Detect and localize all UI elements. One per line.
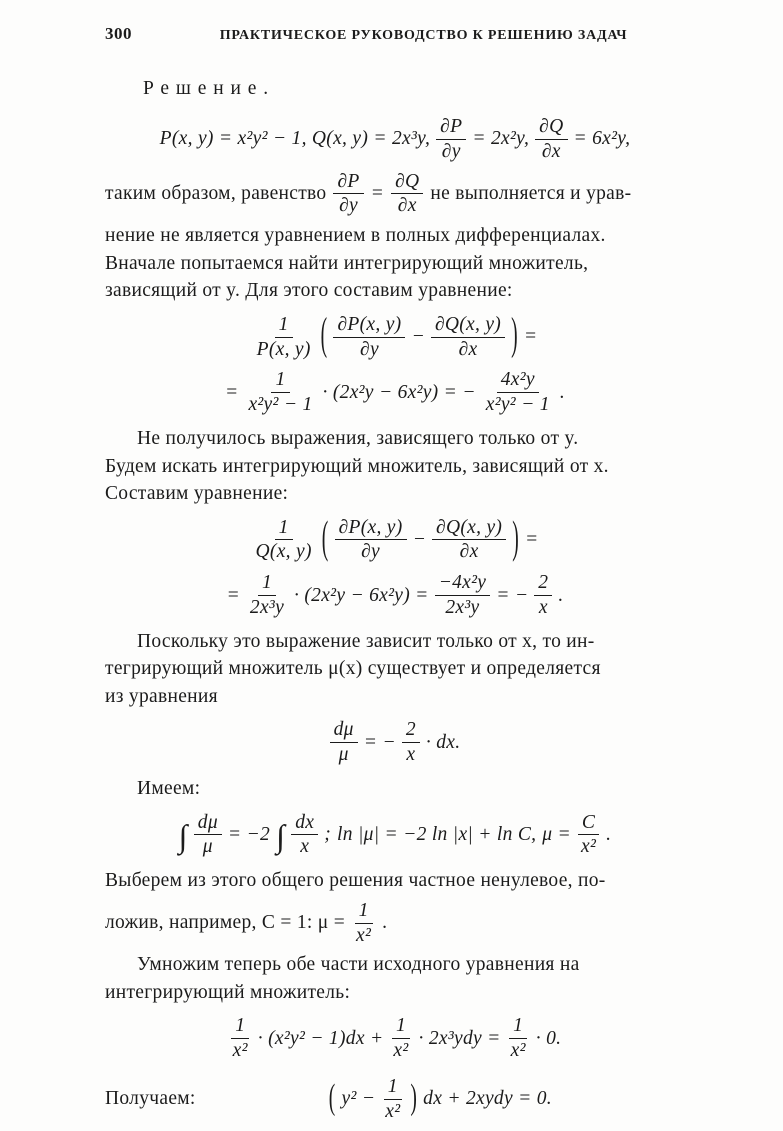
text-line: Умножим теперь обе части исходного уравнения на [137, 954, 580, 976]
numerator: ∂P(x, y) [333, 314, 405, 338]
denominator: x [538, 597, 548, 619]
denominator: x²y² − 1 [485, 394, 550, 416]
denominator: ∂y [441, 140, 461, 162]
text-line: Будем искать интегрирующий множитель, зависящий от x. [105, 455, 609, 477]
equation-mu-of-y [105, 311, 685, 416]
paragraph-mu-exists [105, 628, 685, 711]
text-line: нение не является уравнением в полных дифференциалах. [105, 225, 606, 247]
text-line: зависящий от y. Для этого составим уравнение: [105, 280, 513, 302]
equation-definitions [105, 116, 685, 163]
equation-row [105, 369, 685, 416]
math-fragment: y² − [341, 1088, 376, 1110]
numerator: ∂Q [535, 116, 567, 140]
text-line-imeem: Имеем: [137, 778, 201, 800]
paragraph-multiply [105, 951, 685, 1006]
math-fragment: = − [496, 584, 529, 606]
fraction-C-over-x2 [577, 812, 600, 859]
period: . [559, 381, 565, 403]
equals-sign: = [370, 182, 385, 204]
period: . [558, 584, 564, 606]
integral-sign: ∫ [276, 817, 286, 854]
page-number: 300 [105, 24, 132, 43]
math-fragment: = −2 [227, 823, 271, 845]
equals-sign: = [226, 584, 240, 606]
equation-row [105, 572, 685, 619]
numerator: ∂P [436, 116, 466, 140]
numerator: ∂P(x, y) [335, 517, 407, 541]
equation-final [196, 1076, 685, 1123]
text-line-with-math [105, 169, 685, 220]
equals-sign: = [224, 381, 239, 403]
numerator: C [578, 812, 599, 836]
fraction-dQxy-dx [431, 314, 505, 361]
fraction-dmu-over-mu [330, 719, 358, 766]
fraction-dQ-dx [391, 171, 423, 218]
fraction-1-over-P [253, 314, 315, 361]
denominator: x [300, 836, 310, 858]
numerator: ∂Q(x, y) [431, 314, 505, 338]
integral-sign: ∫ [178, 817, 188, 854]
text-line: Не получилось выражения, зависящего только от y. [137, 428, 579, 450]
numerator: ∂P [333, 171, 363, 195]
text-line: Поскольку это выражение зависит только от x, то ин- [137, 630, 595, 652]
fraction-1-over-x2 [381, 1076, 404, 1123]
final-result-row [105, 1076, 685, 1123]
text-line: Выберем из этого общего решения частное ненулевое, по- [105, 870, 606, 892]
numerator: ∂Q [391, 171, 423, 195]
math-fragment: = 2x²y, [472, 128, 530, 150]
denominator: x² [385, 1100, 401, 1122]
equation-row [105, 311, 685, 361]
denominator: 2x³y [445, 597, 480, 619]
denominator: ∂x [397, 195, 417, 217]
right-paren: ) [410, 1079, 418, 1118]
equation-multiplied [105, 1015, 685, 1062]
denominator: ∂y [361, 541, 381, 563]
running-title: ПРАКТИЧЕСКОЕ РУКОВОДСТВО К РЕШЕНИЮ ЗАДАЧ [219, 28, 628, 43]
math-fragment: · 2x³ydy = [418, 1027, 501, 1049]
numerator: dμ [330, 719, 358, 743]
math-fragment: μ = [542, 823, 572, 845]
fraction-1-over-2x3y [246, 572, 288, 619]
fraction-dPxy-dy [335, 517, 407, 564]
fraction-1-over-x2 [229, 1015, 252, 1062]
minus-sign: − [411, 326, 425, 348]
fraction-2-over-x [534, 572, 552, 619]
text-poluchaem: Получаем: [105, 1088, 196, 1110]
numerator: 2 [402, 719, 420, 743]
denominator: ∂x [541, 140, 561, 162]
fraction-dP-dy [333, 171, 363, 218]
paragraph-not-exact [105, 169, 685, 305]
text-fragment: таким образом, равенство [105, 182, 327, 204]
text-line: Вначале попытаемся найти интегрирующий множитель, [105, 252, 589, 274]
numerator: 4x²y [497, 369, 539, 393]
denominator: ∂y [360, 338, 379, 360]
fraction-dmu-over-mu [194, 812, 222, 859]
math-fragment: · dx. [425, 731, 461, 753]
denominator: ∂x [458, 338, 478, 360]
math-fragment: · (x²y² − 1)dx + [257, 1027, 384, 1049]
text-line: Составим уравнение: [105, 483, 289, 505]
equation-integrated [105, 812, 685, 859]
semicolon: ; [324, 823, 331, 845]
numerator: 1 [275, 314, 293, 338]
numerator: dμ [194, 812, 222, 836]
text-fragment: не выполняется и урав- [430, 182, 632, 204]
numerator: ∂Q(x, y) [432, 517, 506, 541]
fraction-1-over-x2y2m1 [244, 369, 316, 416]
denominator: Q(x, y) [255, 541, 312, 563]
text-line: интегрирующий множитель: [105, 981, 351, 1003]
text-line: тегрирующий множитель μ(x) существует и определяется [105, 658, 601, 680]
fraction-2-over-x [402, 719, 420, 766]
math-fragment: · (2x²y − 6x²y) = − [322, 381, 476, 403]
math-fragment: · (2x²y − 6x²y) = [294, 584, 429, 606]
numerator: 2 [534, 572, 552, 596]
fraction-dP-dy [436, 116, 466, 163]
numerator: 1 [271, 369, 289, 393]
text-line: из уравнения [105, 685, 218, 707]
fraction-dQ-dx [535, 116, 567, 163]
right-paren: ) [512, 514, 519, 564]
minus-sign: − [412, 528, 427, 550]
numerator: 1 [509, 1015, 527, 1039]
denominator: P(x, y) [256, 338, 311, 360]
numerator: 1 [392, 1015, 410, 1039]
fraction-dx-over-x [291, 812, 318, 859]
denominator: ∂x [459, 541, 479, 563]
equation-mu-of-x [105, 514, 685, 619]
denominator: 2x³y [249, 597, 285, 619]
fraction-m4x2y-over-2x3y [435, 572, 491, 619]
numerator: 1 [355, 900, 373, 924]
period: . [382, 911, 388, 933]
denominator: x² [356, 924, 372, 946]
denominator: x² [581, 836, 597, 858]
equation-row [105, 514, 685, 564]
math-fragment: dx + 2xydy = 0. [423, 1088, 552, 1110]
left-paren: ( [321, 514, 329, 564]
fraction-dPxy-dy [333, 314, 405, 361]
denominator: ∂y [339, 195, 358, 217]
fraction-1-over-x2 [389, 1015, 412, 1062]
equals-sign: = [523, 326, 538, 348]
math-fragment: P(x, y) = x²y² − 1, Q(x, y) = 2x³y, [159, 128, 431, 150]
numerator: 1 [275, 517, 293, 541]
denominator: x² [393, 1040, 409, 1062]
text-line-with-math [105, 898, 685, 949]
fraction-1-over-x2 [352, 900, 375, 947]
math-fragment: ln |μ| = −2 ln |x| + ln C, [337, 823, 537, 845]
numerator: 1 [231, 1015, 249, 1039]
math-fragment: = − [363, 731, 396, 753]
denominator: μ [338, 744, 349, 766]
period: . [606, 823, 612, 845]
fraction-1-over-Q [252, 517, 316, 564]
numerator: 1 [258, 572, 276, 596]
left-paren: ( [320, 311, 328, 361]
paragraph-choose-C [105, 867, 685, 948]
numerator: dx [291, 812, 318, 836]
denominator: x² [232, 1040, 248, 1062]
left-paren: ( [328, 1079, 336, 1118]
fraction-dQxy-dx [432, 517, 506, 564]
math-fragment: · 0. [535, 1027, 562, 1049]
denominator: x [406, 744, 416, 766]
numerator: −4x²y [435, 572, 491, 596]
page-header [105, 24, 685, 44]
solution-heading: Решение. [143, 78, 275, 99]
numerator: 1 [384, 1076, 402, 1100]
denominator: μ [202, 836, 213, 858]
equals-sign: = [525, 528, 539, 550]
right-paren: ) [511, 311, 518, 361]
denominator: x² [510, 1040, 526, 1062]
fraction-4x2y-over-x2y2m1 [482, 369, 554, 416]
fraction-1-over-x2 [507, 1015, 530, 1062]
text-fragment: ложив, например, C = 1: μ = [105, 911, 346, 933]
equation-dmu [105, 719, 685, 766]
denominator: x²y² − 1 [248, 394, 313, 416]
math-fragment: = 6x²y, [573, 128, 631, 150]
paragraph-try-x [105, 425, 685, 508]
